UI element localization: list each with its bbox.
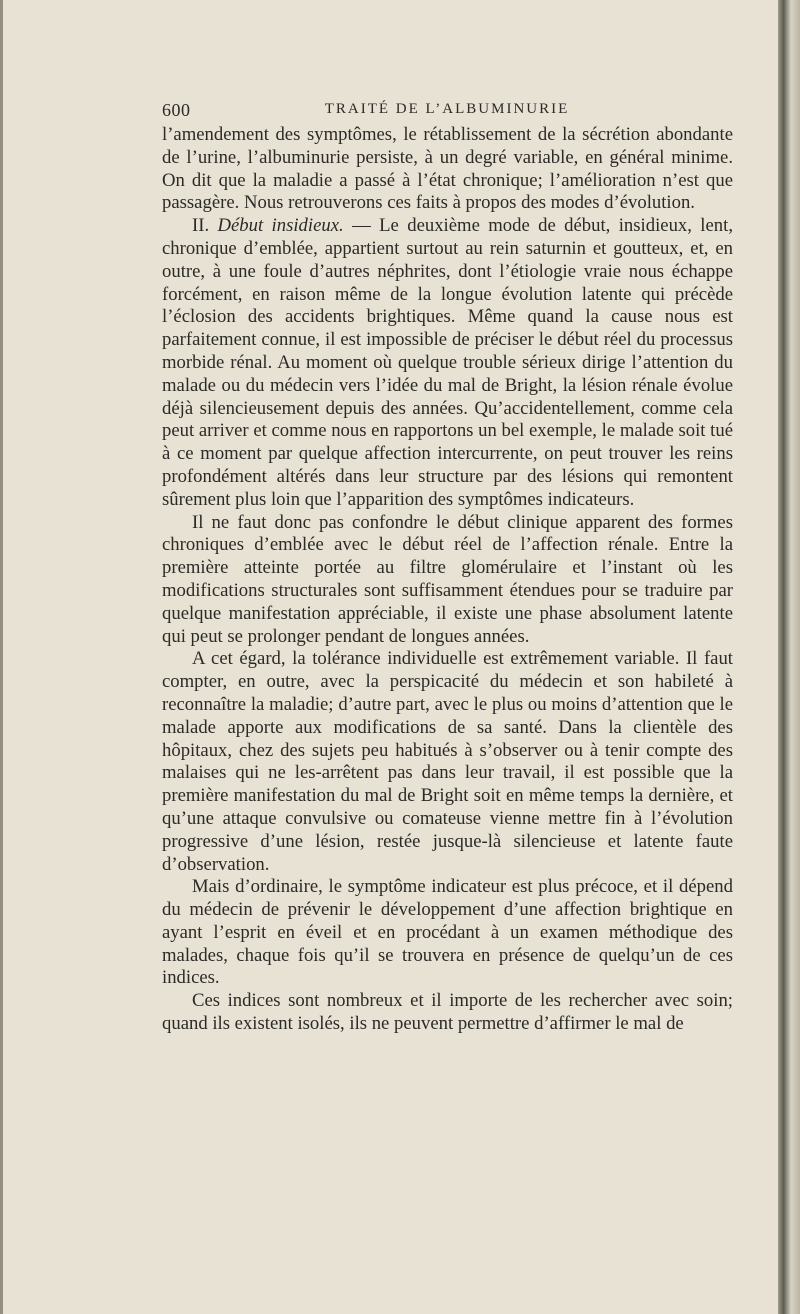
paragraph: Ces indices sont nombreux et il importe de les rechercher avec soin; quand ils existent isolés, ils ne peuvent permettre d’affirmer le mal de xyxy=(162,990,733,1035)
running-title: TRAITÉ DE L’ALBUMINURIE xyxy=(324,101,570,117)
section-heading: Début insidieux. xyxy=(217,215,344,237)
paragraph: Mais d’ordinaire, le symptôme indicateur est plus précoce, et il dépend du médecin de prévenir le développement d’une affection brightique en ayant l’esprit en éveil et en procédant à un examen méthodique des malades, chaque fois qu’il se trouvera en présence de quelqu’un de ces indices. xyxy=(162,876,733,989)
paragraph: Il ne faut donc pas confondre le début clinique apparent des formes chroniques d’emblée avec le début réel de l’affection rénale. Entre la première atteinte portée au filtre glomérulaire et l’instant où les modifications structurales sont suffisamment étendues pour se traduire par quelque manifestation appréciable, il existe une phase absolument latente qui peut se prolonger pendant de longues années. xyxy=(162,511,733,647)
section-number: II. xyxy=(192,215,218,237)
paragraph-continuation: l’amendement des symptômes, le rétablissement de la sécrétion abondante de l’urine, l’albuminurie persiste, à un degré variable, en général minime. On dit que la maladie a passé à l’état chronique; l’amélioration n’est que passagère. Nous retrouverons ces faits à propos des modes d’évolution. xyxy=(162,124,733,214)
page-header xyxy=(162,100,732,124)
section-paragraph-debut-insidieux xyxy=(162,215,733,511)
body-text xyxy=(162,124,733,1036)
page-number: 600 xyxy=(162,100,191,120)
page-left-edge xyxy=(0,0,3,1314)
book-binding-edge xyxy=(778,0,800,1314)
section-text: — Le deuxième mode de début, insidieux, lent, chronique d’emblée, appartient surtout au rein saturnin et goutteux, et, en outre, à une foule d’autres néphrites, dont l’étiologie vraie nous échappe forcément, en raison même de la longue évolution latente qui précède l’éclosion des accidents brightiques. Même quand la cause nous est parfaitement connue, il est impossible de préciser le début réel du processus morbide rénal. Au moment où quelque trouble sérieux dirige l’attention du malade ou du médecin vers l’idée du mal de Bright, la lésion rénale évolue déjà silencieusement depuis des années. Qu’accidentellement, comme cela peut arriver et comme nous en rapportons un bel exemple, le malade soit tué à ce moment par quelque affection intercurrente, on peut trouver les reins profondément altérés dans leur structure par des lésions qui remontent sûrement plus loin que l’apparition des symptômes indicateurs. xyxy=(162,215,733,510)
paragraph: A cet égard, la tolérance individuelle est extrêmement variable. Il faut compter, en outre, avec la perspicacité du médecin et son habileté à reconnaître la maladie; d’autre part, avec le plus ou moins d’attention que le malade apporte aux modifications de sa santé. Dans la clientèle des hôpitaux, chez des sujets peu habitués à s’observer ou à tenir compte des malaises qui ne les-arrêtent pas dans leur travail, il est possible que la première manifestation du mal de Bright soit en même temps la dernière, et qu’une attaque convulsive ou comateuse vienne mettre fin à l’évolution progressive d’une lésion, restée jusque-là silencieuse et latente faute d’observation. xyxy=(162,648,733,875)
